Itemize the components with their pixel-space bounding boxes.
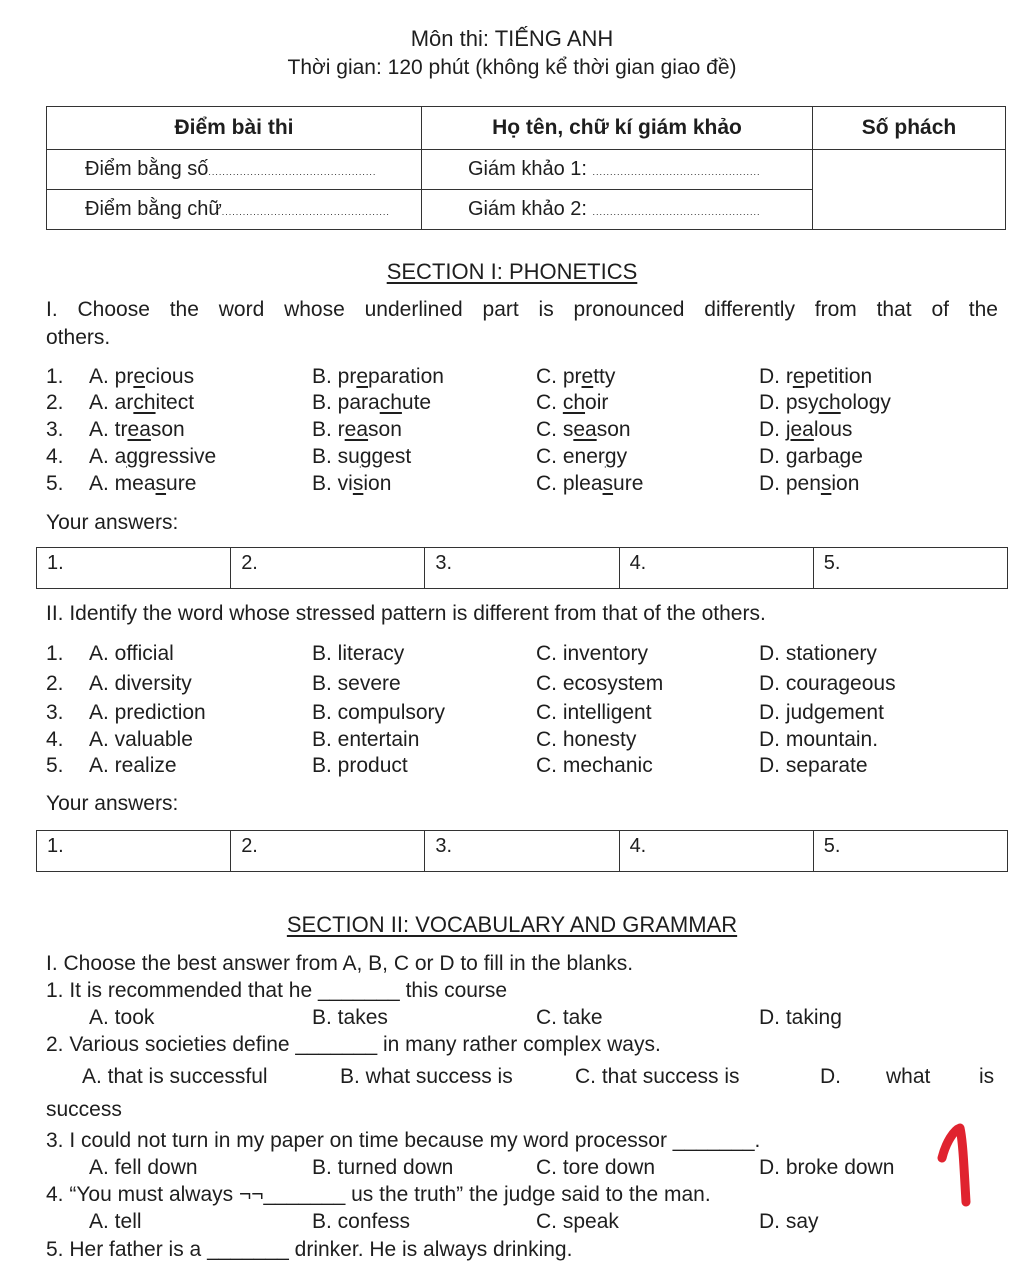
s2-q1-option-d[interactable]: D. taking [759,1006,842,1029]
answer-cell[interactable]: 3. [425,548,619,589]
answer-table-1[interactable] [36,547,1008,589]
s1-part1-title-line2: others. [46,326,111,349]
answer-cell[interactable]: 3. [425,831,619,872]
stress-option-c[interactable]: C. inventory [536,642,649,665]
phonetics-option-c[interactable]: C. pretty [536,365,616,388]
code-cell [813,150,1006,230]
stress-option-b[interactable]: B. literacy [312,642,405,665]
answer-cell[interactable]: 4. [619,548,813,589]
answer-cell[interactable]: 2. [231,548,425,589]
s2-q2-option-d-word2: is [979,1065,995,1088]
score-number-cell: Điểm bằng số................................................ [47,150,422,190]
s2-q4-option-b[interactable]: B. confess [312,1210,411,1233]
exam-time: Thời gian: 120 phút (không kể thời gian giao đề) [287,56,737,79]
s2-q3-option-c[interactable]: C. tore down [536,1156,656,1179]
red-marker-stroke-icon [930,1120,980,1215]
score-header-examiners: Họ tên, chữ kí giám khảo [422,107,813,150]
phonetics-option-b[interactable]: B. suggest [312,445,412,468]
stress-option-d[interactable]: D. mountain. [759,728,879,751]
s2-q1: 1. It is recommended that he _______ this course [46,979,508,1002]
answer-cell[interactable]: 1. [37,548,231,589]
s2-q1-option-a[interactable]: A. took [89,1006,155,1029]
phonetics-option-d[interactable]: D. garbage [759,445,863,468]
phonetics-option-b[interactable]: B. reason [312,418,402,441]
section-2-title: SECTION II: VOCABULARY AND GRAMMAR [286,912,738,937]
stress-option-d[interactable]: D. judgement [759,701,884,724]
s2-q1-option-b[interactable]: B. takes [312,1006,388,1029]
answer-cell[interactable]: 5. [813,831,1007,872]
phonetics-option-a[interactable]: A. precious [89,365,195,388]
s1-your-answers-2: Your answers: [46,792,179,815]
score-table [46,106,1006,230]
stress-option-d[interactable]: D. stationery [759,642,877,665]
section-1-title: SECTION I: PHONETICS [386,259,638,284]
examiner-1-cell: Giám khảo 1: ................................................ [422,150,813,190]
answer-cell[interactable]: 4. [619,831,813,872]
answer-cell[interactable]: 1. [37,831,231,872]
stress-option-d[interactable]: D. separate [759,754,868,777]
stress-option-a[interactable]: A. valuable [89,728,193,751]
phonetics-q-number: 3. [46,418,64,441]
phonetics-option-a[interactable]: A. aggressive [89,445,217,468]
stress-q-number: 2. [46,672,64,695]
s1-part2-title: II. Identify the word whose stressed pattern is different from that of the others. [46,602,766,625]
stress-option-b[interactable]: B. product [312,754,408,777]
phonetics-q-number: 1. [46,365,64,388]
s2-part1-title: I. Choose the best answer from A, B, C or D to fill in the blanks. [46,952,634,975]
score-header-code: Số phách [813,107,1006,150]
stress-q-number: 1. [46,642,64,665]
phonetics-option-c[interactable]: C. choir [536,391,609,414]
stress-option-d[interactable]: D. courageous [759,672,896,695]
stress-option-a[interactable]: A. prediction [89,701,206,724]
phonetics-option-a[interactable]: A. architect [89,391,195,414]
s2-q1-option-c[interactable]: C. take [536,1006,603,1029]
s2-q2-option-d-word1: what [886,1065,931,1088]
stress-option-b[interactable]: B. entertain [312,728,420,751]
s2-q4: 4. “You must always ¬¬_______ us the truth” the judge said to the man. [46,1183,711,1206]
s2-q2-option-b[interactable]: B. what success is [340,1065,513,1088]
answer-cell[interactable]: 5. [813,548,1007,589]
stress-option-c[interactable]: C. mechanic [536,754,653,777]
stress-option-b[interactable]: B. compulsory [312,701,446,724]
s2-q4-option-d[interactable]: D. say [759,1210,819,1233]
phonetics-option-c[interactable]: C. pleasure [536,472,644,495]
s2-q2: 2. Various societies define _______ in many rather complex ways. [46,1033,661,1056]
s2-q3-option-d[interactable]: D. broke down [759,1156,895,1179]
phonetics-option-d[interactable]: D. psychology [759,391,891,414]
s2-q2-option-d[interactable]: D. [820,1065,841,1088]
stress-option-c[interactable]: C. honesty [536,728,637,751]
s2-q4-option-a[interactable]: A. tell [89,1210,142,1233]
phonetics-q-number: 2. [46,391,64,414]
stress-q-number: 4. [46,728,64,751]
answer-table-2[interactable] [36,830,1008,872]
phonetics-option-a[interactable]: A. treason [89,418,185,441]
stress-option-a[interactable]: A. diversity [89,672,192,695]
phonetics-option-b[interactable]: B. vision [312,472,392,495]
s2-q2-option-d-wrap: success [46,1098,122,1121]
s2-q2-option-a[interactable]: A. that is successful [82,1065,268,1088]
phonetics-option-d[interactable]: D. repetition [759,365,873,388]
phonetics-option-a[interactable]: A. measure [89,472,197,495]
stress-option-c[interactable]: C. intelligent [536,701,652,724]
exam-subject: Môn thi: TIẾNG ANH [410,26,614,51]
score-header-points: Điểm bài thi [47,107,422,150]
phonetics-option-b[interactable]: B. parachute [312,391,432,414]
score-words-cell: Điểm bằng chữ................................................ [47,190,422,230]
stress-option-a[interactable]: A. official [89,642,174,665]
s2-q4-option-c[interactable]: C. speak [536,1210,619,1233]
stress-option-b[interactable]: B. severe [312,672,401,695]
examiner-2-cell: Giám khảo 2: ................................................ [422,190,813,230]
phonetics-option-d[interactable]: D. jealous [759,418,853,441]
phonetics-option-c[interactable]: C. season [536,418,631,441]
phonetics-option-d[interactable]: D. pension [759,472,860,495]
stress-option-a[interactable]: A. realize [89,754,177,777]
s2-q3-option-a[interactable]: A. fell down [89,1156,198,1179]
s2-q5: 5. Her father is a _______ drinker. He is always drinking. [46,1238,573,1261]
s2-q3-option-b[interactable]: B. turned down [312,1156,454,1179]
phonetics-option-b[interactable]: B. preparation [312,365,444,388]
s2-q3: 3. I could not turn in my paper on time because my word processor _______. [46,1129,761,1152]
phonetics-q-number: 4. [46,445,64,468]
phonetics-q-number: 5. [46,472,64,495]
s1-part1-title: I. Choose the word whose underlined part is pronounced differently from that of the [46,298,998,321]
stress-q-number: 3. [46,701,64,724]
answer-cell[interactable]: 2. [231,831,425,872]
stress-option-c[interactable]: C. ecosystem [536,672,664,695]
stress-q-number: 5. [46,754,64,777]
s1-your-answers-1: Your answers: [46,511,179,534]
s2-q2-option-c[interactable]: C. that success is [575,1065,740,1088]
phonetics-option-c[interactable]: C. energy [536,445,628,468]
